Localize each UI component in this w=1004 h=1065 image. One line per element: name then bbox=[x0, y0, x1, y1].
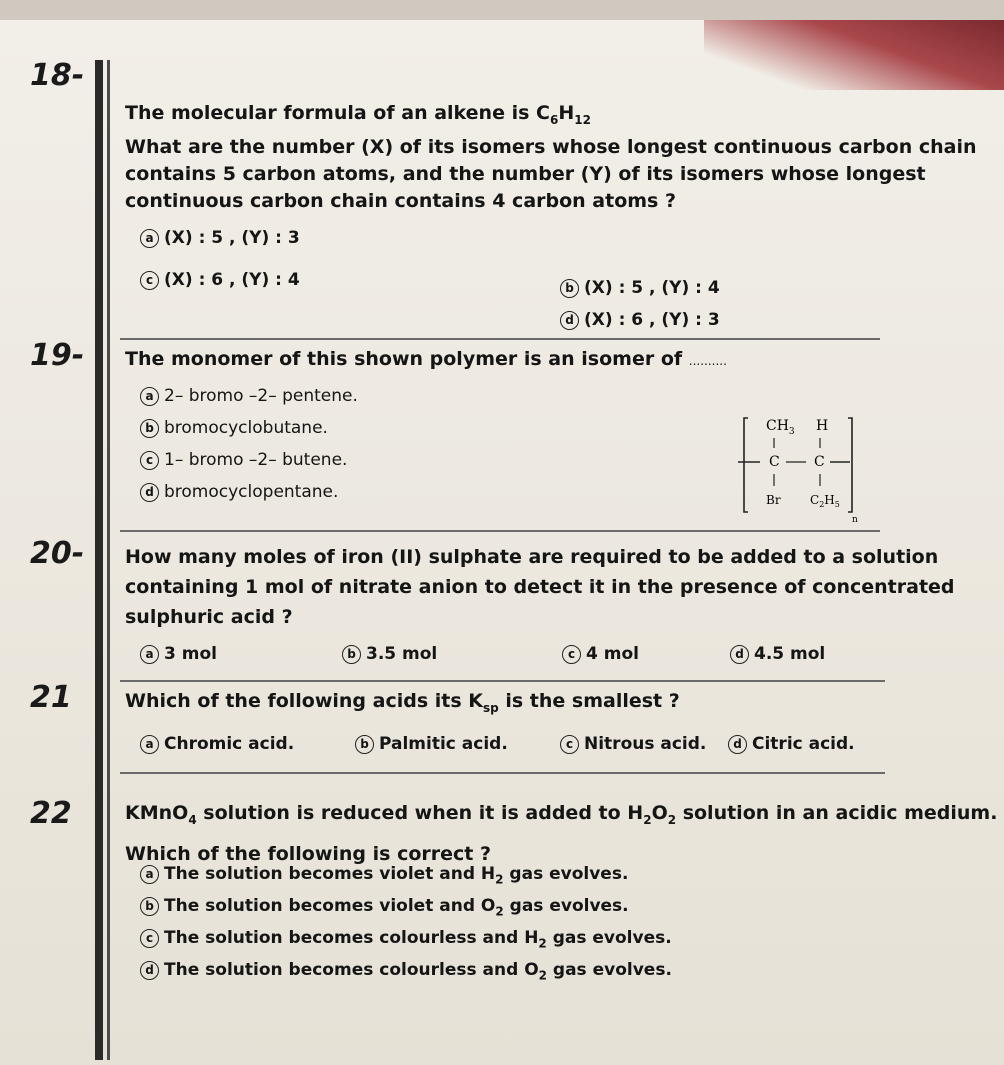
q20-option-c[interactable]: c 4 mol bbox=[562, 644, 639, 664]
q18-option-a[interactable]: a (X) : 5 , (Y) : 3 bbox=[140, 228, 300, 248]
q21-option-d[interactable]: d Citric acid. bbox=[728, 734, 855, 754]
q21-option-a[interactable]: a Chromic acid. bbox=[140, 734, 294, 754]
q22-option-c[interactable]: c The solution becomes colourless and $H_2$ gas evolves. bbox=[140, 928, 672, 950]
q22-option-b[interactable]: b The solution becomes violet and $O_2$ gas evolves. bbox=[140, 896, 629, 918]
margin-bar bbox=[95, 60, 103, 1060]
exam-page bbox=[0, 20, 1004, 1065]
q20-line2: containing 1 mol of nitrate anion to detect it in the presence of concentrated bbox=[125, 576, 955, 598]
q18-option-b[interactable]: b (X) : 5 , (Y) : 4 bbox=[560, 278, 720, 298]
polymer-ch3: $CH_3$ bbox=[766, 418, 795, 437]
polymer-c2h5: $C_2H_5$ bbox=[810, 493, 840, 509]
q19-option-a[interactable]: a 2– bromo –2– pentene. bbox=[140, 386, 358, 406]
polymer-c2: C bbox=[814, 454, 825, 470]
question-number-18: 18- bbox=[30, 58, 85, 93]
question-number-22: 22 bbox=[30, 796, 72, 831]
question-19 bbox=[125, 346, 727, 375]
divider bbox=[120, 680, 885, 682]
polymer-c1: C bbox=[769, 454, 780, 470]
q18-line2: What are the number (X) of its isomers whose longest continuous carbon chain bbox=[125, 135, 977, 158]
q22-option-a[interactable]: a The solution becomes violet and $H_2$ gas evolves. bbox=[140, 864, 628, 886]
q21-line1: Which of the following acids its $K_{sp}$ is the smallest ? bbox=[125, 690, 680, 715]
q20-option-a[interactable]: a 3 mol bbox=[140, 644, 217, 664]
q18-line3: contains 5 carbon atoms, and the number (Y) of its isomers whose longest bbox=[125, 162, 926, 185]
q19-option-d[interactable]: d bromocyclopentane. bbox=[140, 482, 338, 502]
question-number-19: 19- bbox=[30, 338, 85, 373]
q20-option-d[interactable]: d 4.5 mol bbox=[730, 644, 825, 664]
divider bbox=[120, 338, 880, 340]
q19-line1: The monomer of this shown polymer is an isomer of .......... bbox=[125, 348, 727, 370]
q18-option-d[interactable]: d (X) : 6 , (Y) : 3 bbox=[560, 310, 720, 330]
question-21 bbox=[125, 688, 680, 722]
polymer-structure bbox=[738, 410, 858, 530]
polymer-h: H bbox=[816, 418, 829, 434]
q22-option-d[interactable]: d The solution becomes colourless and $O_2$ gas evolves. bbox=[140, 960, 672, 982]
question-number-21: 21 bbox=[30, 680, 72, 715]
margin-bar-inner bbox=[107, 60, 110, 1060]
q20-option-b[interactable]: b 3.5 mol bbox=[342, 644, 437, 664]
question-22 bbox=[125, 796, 997, 871]
question-number-20: 20- bbox=[30, 536, 85, 571]
q20-line3: sulphuric acid ? bbox=[125, 606, 293, 628]
divider bbox=[120, 772, 885, 774]
question-18 bbox=[125, 100, 976, 215]
q20-line1: How many moles of iron (II) sulphate are required to be added to a solution bbox=[125, 546, 939, 568]
q22-line2: Which of the following is correct ? bbox=[125, 842, 492, 865]
q19-option-c[interactable]: c 1– bromo –2– butene. bbox=[140, 450, 347, 470]
divider bbox=[120, 530, 880, 532]
q18-line4: continuous carbon chain contains 4 carbon atoms ? bbox=[125, 189, 676, 212]
q21-option-c[interactable]: c Nitrous acid. bbox=[560, 734, 706, 754]
polymer-br: Br bbox=[766, 493, 781, 507]
polymer-n: n bbox=[852, 515, 858, 525]
q22-line1: KMnO$_4$ solution is reduced when it is added to $H_2O_2$ solution in an acidic medium. bbox=[125, 802, 998, 827]
question-20 bbox=[125, 542, 955, 632]
background-corner bbox=[704, 20, 1004, 90]
q19-option-b[interactable]: b bromocyclobutane. bbox=[140, 418, 328, 438]
q18-line1: The molecular formula of an alkene is $C_6H_{12}$ bbox=[125, 102, 591, 127]
q21-option-b[interactable]: b Palmitic acid. bbox=[355, 734, 508, 754]
q18-option-c[interactable]: c (X) : 6 , (Y) : 4 bbox=[140, 270, 300, 290]
